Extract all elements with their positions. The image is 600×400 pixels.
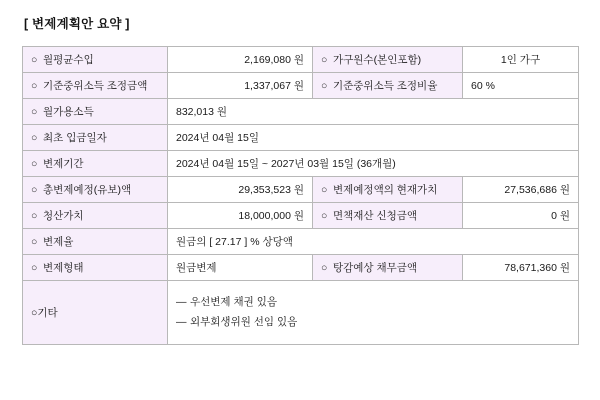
row-label bbox=[23, 47, 168, 73]
row-label-text: 청산가치 bbox=[43, 210, 84, 222]
row-label bbox=[23, 125, 168, 151]
row-value: 60 % bbox=[463, 73, 579, 99]
table-row bbox=[23, 255, 579, 281]
row-label bbox=[313, 47, 463, 73]
row-label-text: 기타 bbox=[37, 307, 58, 319]
row-value: 1,337,067 원 bbox=[168, 73, 313, 99]
bullet-icon: ○ bbox=[31, 132, 38, 144]
row-value: 18,000,000 원 bbox=[168, 203, 313, 229]
dash-icon: ― bbox=[176, 315, 187, 328]
row-label bbox=[23, 229, 168, 255]
row-label-text: 변제율 bbox=[43, 236, 74, 248]
row-label bbox=[23, 99, 168, 125]
page-title: [ 변제계획안 요약 ] bbox=[24, 17, 130, 31]
bullet-icon: ○ bbox=[31, 80, 38, 92]
bullet-icon: ○ bbox=[31, 307, 38, 319]
row-label-text: 월평균수입 bbox=[43, 54, 94, 66]
row-label-text: 면책재산 신청금액 bbox=[333, 210, 418, 222]
row-label-text: 기준중위소득 조정비율 bbox=[333, 80, 438, 92]
bullet-icon: ○ bbox=[31, 184, 38, 196]
row-value: 2024년 04월 15일 ~ 2027년 03월 15일 (36개월) bbox=[168, 151, 579, 177]
bullet-icon: ○ bbox=[31, 54, 38, 66]
row-value: 29,353,523 원 bbox=[168, 177, 313, 203]
table-row bbox=[23, 73, 579, 99]
row-label bbox=[23, 281, 168, 345]
etc-note-item bbox=[176, 293, 570, 313]
row-value: 2,169,080 원 bbox=[168, 47, 313, 73]
table-row bbox=[23, 151, 579, 177]
repayment-plan-summary-table bbox=[22, 46, 579, 345]
row-label bbox=[23, 255, 168, 281]
row-label bbox=[313, 255, 463, 281]
table-row bbox=[23, 47, 579, 73]
etc-note-text: 우선변제 채권 있음 bbox=[190, 295, 277, 308]
table-row bbox=[23, 125, 579, 151]
bullet-icon: ○ bbox=[321, 54, 328, 66]
row-label-text: 총변제예정(유보)액 bbox=[43, 184, 132, 196]
bullet-icon: ○ bbox=[31, 158, 38, 170]
row-label-text: 변제예정액의 현재가치 bbox=[333, 184, 438, 196]
bullet-icon: ○ bbox=[31, 262, 38, 274]
row-label-text: 기준중위소득 조정금액 bbox=[43, 80, 148, 92]
row-label bbox=[23, 203, 168, 229]
dash-icon: ― bbox=[176, 295, 187, 308]
etc-note-item bbox=[176, 313, 570, 333]
bullet-icon: ○ bbox=[31, 210, 38, 222]
row-label bbox=[23, 177, 168, 203]
bullet-icon: ○ bbox=[31, 236, 38, 248]
row-label bbox=[313, 203, 463, 229]
row-label-text: 탕감예상 채무금액 bbox=[333, 262, 418, 274]
row-value: 1인 가구 bbox=[463, 47, 579, 73]
row-value: 원금의 [ 27.17 ] % 상당액 bbox=[168, 229, 579, 255]
table-row-etc bbox=[23, 281, 579, 345]
bullet-icon: ○ bbox=[321, 80, 328, 92]
row-label-text: 최초 입금일자 bbox=[43, 132, 107, 144]
row-value: 78,671,360 원 bbox=[463, 255, 579, 281]
row-label-text: 가구원수(본인포함) bbox=[333, 54, 422, 66]
row-value: 832,013 원 bbox=[168, 99, 579, 125]
bullet-icon: ○ bbox=[31, 106, 38, 118]
table-row bbox=[23, 99, 579, 125]
etc-notes bbox=[168, 281, 579, 345]
row-label bbox=[23, 73, 168, 99]
bullet-icon: ○ bbox=[321, 210, 328, 222]
row-value: 2024년 04월 15일 bbox=[168, 125, 579, 151]
row-value: 27,536,686 원 bbox=[463, 177, 579, 203]
etc-note-text: 외부회생위원 선임 있음 bbox=[190, 315, 298, 328]
row-label bbox=[313, 73, 463, 99]
row-label-text: 월가용소득 bbox=[43, 106, 94, 118]
table-row bbox=[23, 203, 579, 229]
bullet-icon: ○ bbox=[321, 262, 328, 274]
row-label-text: 변제기간 bbox=[43, 158, 84, 170]
table-row bbox=[23, 177, 579, 203]
row-value: 0 원 bbox=[463, 203, 579, 229]
table-row bbox=[23, 229, 579, 255]
row-label bbox=[313, 177, 463, 203]
row-label-text: 변제형태 bbox=[43, 262, 84, 274]
row-value: 원금변제 bbox=[168, 255, 313, 281]
bullet-icon: ○ bbox=[321, 184, 328, 196]
row-label bbox=[23, 151, 168, 177]
